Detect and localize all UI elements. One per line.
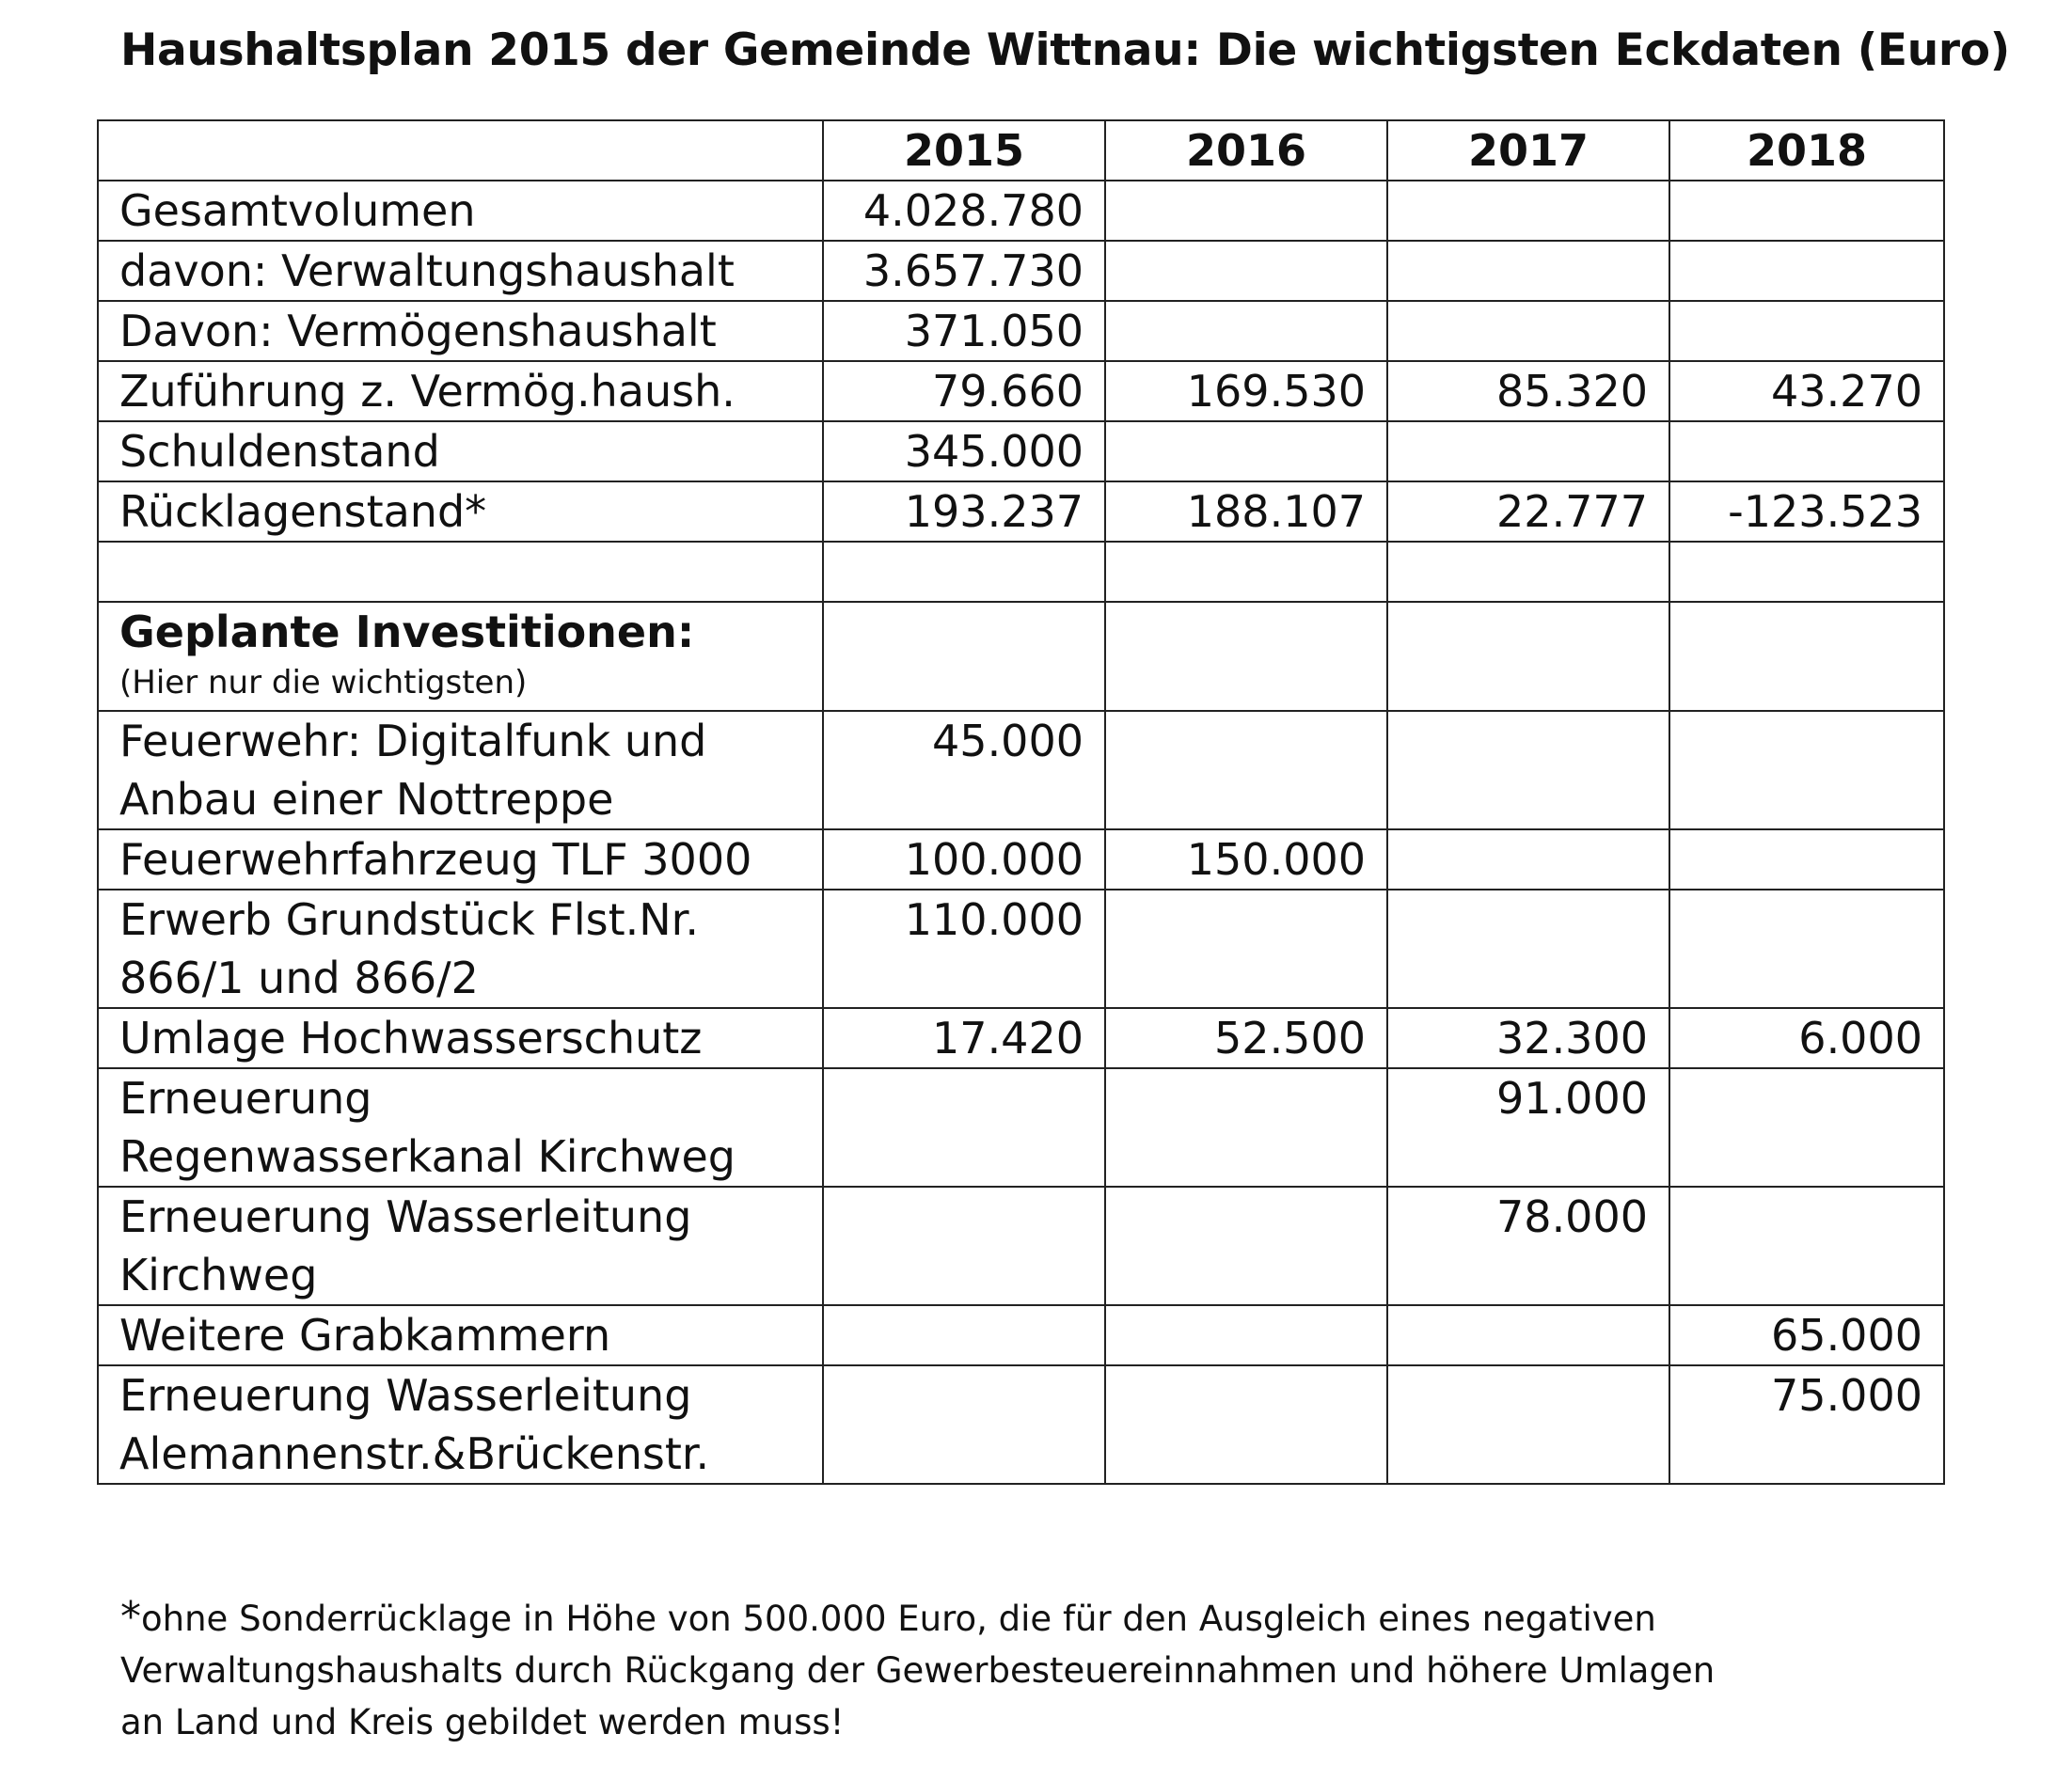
table-row-ruecklagenstand (98, 481, 1944, 542)
empty-cell (1387, 602, 1669, 711)
row-label (98, 1187, 823, 1305)
row-label: Gesamtvolumen (98, 181, 823, 241)
row-label-line: Feuerwehrfahrzeug TLF 3000 (119, 834, 752, 885)
value-2017 (1387, 829, 1669, 890)
table-row-verwaltungshaushalt (98, 241, 1944, 301)
table-row-investment (98, 1305, 1944, 1365)
table-row-spacer (98, 542, 1944, 602)
empty-cell (98, 542, 823, 602)
section-heading-cell (98, 602, 823, 711)
value-2016 (1105, 1068, 1387, 1187)
section-heading: Geplante Investitionen: (119, 607, 695, 657)
table-row-investment (98, 1365, 1944, 1484)
row-label-line: Weitere Grabkammern (119, 1310, 611, 1361)
footnote-line: Verwaltungshaushalts durch Rückgang der Gewerbesteuereinnahmen und höhere Umlagen (120, 1650, 1716, 1691)
value-2018: -123.523 (1669, 481, 1944, 542)
row-label: davon: Verwaltungshaushalt (98, 241, 823, 301)
row-label (98, 1305, 823, 1365)
footnote-text: ohne Sonderrücklage in Höhe von 500.000 Euro, die für den Ausgleich eines negativen (141, 1599, 1656, 1639)
value-2018 (1669, 890, 1944, 1008)
row-label: Zuführung z. Vermög.haush. (98, 361, 823, 421)
empty-cell (1387, 542, 1669, 602)
value-2017: 91.000 (1387, 1068, 1669, 1187)
row-label (98, 1365, 823, 1484)
value-2016: 169.530 (1105, 361, 1387, 421)
value-2018 (1669, 1068, 1944, 1187)
table-row-investment (98, 1068, 1944, 1187)
value-2018: 6.000 (1669, 1008, 1944, 1068)
table-header-row (98, 120, 1944, 181)
row-label-line: Kirchweg (119, 1250, 318, 1300)
value-2017 (1387, 241, 1669, 301)
value-2016: 188.107 (1105, 481, 1387, 542)
value-2016 (1105, 181, 1387, 241)
header-cell-2016: 2016 (1105, 120, 1387, 181)
row-label-line: Erneuerung Wasserleitung (119, 1370, 692, 1421)
value-2016 (1105, 711, 1387, 829)
table-row-gesamtvolumen (98, 181, 1944, 241)
row-label (98, 1068, 823, 1187)
value-2016 (1105, 241, 1387, 301)
table-row-investment (98, 890, 1944, 1008)
row-label-line: 866/1 und 866/2 (119, 953, 479, 1003)
value-2016 (1105, 1187, 1387, 1305)
empty-cell (1669, 542, 1944, 602)
value-2017 (1387, 421, 1669, 481)
value-2017: 78.000 (1387, 1187, 1669, 1305)
value-2016 (1105, 890, 1387, 1008)
empty-cell (1669, 602, 1944, 711)
value-2017 (1387, 890, 1669, 1008)
value-2015 (823, 1365, 1105, 1484)
value-2017 (1387, 301, 1669, 361)
value-2017: 85.320 (1387, 361, 1669, 421)
value-2015: 110.000 (823, 890, 1105, 1008)
row-label-line: Umlage Hochwasserschutz (119, 1013, 703, 1064)
value-2018 (1669, 421, 1944, 481)
empty-cell (1105, 542, 1387, 602)
value-2017: 32.300 (1387, 1008, 1669, 1068)
table-row-investment (98, 1008, 1944, 1068)
value-2016 (1105, 1305, 1387, 1365)
value-2018: 43.270 (1669, 361, 1944, 421)
row-label: Schuldenstand (98, 421, 823, 481)
row-label: Rücklagenstand* (98, 481, 823, 542)
value-2015: 3.657.730 (823, 241, 1105, 301)
value-2016: 150.000 (1105, 829, 1387, 890)
value-2018: 65.000 (1669, 1305, 1944, 1365)
value-2015: 79.660 (823, 361, 1105, 421)
value-2015 (823, 1068, 1105, 1187)
value-2017 (1387, 711, 1669, 829)
value-2015 (823, 1305, 1105, 1365)
table-row-investment (98, 711, 1944, 829)
row-label-line: Regenwasserkanal Kirchweg (119, 1131, 735, 1182)
row-label (98, 829, 823, 890)
value-2015: 17.420 (823, 1008, 1105, 1068)
footnote-star: * (120, 1593, 141, 1641)
header-cell-2017: 2017 (1387, 120, 1669, 181)
header-cell-2018: 2018 (1669, 120, 1944, 181)
header-cell-2015: 2015 (823, 120, 1105, 181)
value-2015: 193.237 (823, 481, 1105, 542)
value-2015: 100.000 (823, 829, 1105, 890)
value-2018: 75.000 (1669, 1365, 1944, 1484)
value-2015: 345.000 (823, 421, 1105, 481)
budget-table (97, 119, 1945, 1485)
value-2016 (1105, 1365, 1387, 1484)
table-row-section-heading (98, 602, 1944, 711)
row-label-line: Erneuerung (119, 1073, 372, 1124)
row-label: Davon: Vermögenshaushalt (98, 301, 823, 361)
value-2018 (1669, 711, 1944, 829)
table-row-schuldenstand (98, 421, 1944, 481)
value-2015: 45.000 (823, 711, 1105, 829)
value-2015 (823, 1187, 1105, 1305)
row-label-line: Erwerb Grundstück Flst.Nr. (119, 894, 699, 945)
value-2017 (1387, 1305, 1669, 1365)
row-label (98, 711, 823, 829)
value-2018 (1669, 829, 1944, 890)
table-row-zufuehrung (98, 361, 1944, 421)
row-label-line: Alemannenstr.&Brückenstr. (119, 1428, 710, 1479)
empty-cell (823, 542, 1105, 602)
value-2016: 52.500 (1105, 1008, 1387, 1068)
table-row-investment (98, 829, 1944, 890)
empty-cell (1105, 602, 1387, 711)
row-label-line: Feuerwehr: Digitalfunk und (119, 716, 707, 766)
value-2016 (1105, 421, 1387, 481)
value-2018 (1669, 241, 1944, 301)
section-subheading: (Hier nur die wichtigsten) (119, 664, 528, 701)
empty-cell (823, 602, 1105, 711)
value-2018 (1669, 301, 1944, 361)
page-title: Haushaltsplan 2015 der Gemeinde Wittnau: Die wichtigsten Eckdaten (Euro) (120, 24, 2010, 76)
row-label (98, 1008, 823, 1068)
row-label-line: Erneuerung Wasserleitung (119, 1191, 692, 1242)
value-2018 (1669, 181, 1944, 241)
value-2018 (1669, 1187, 1944, 1305)
footnote (120, 1591, 1964, 1748)
table-row-investment (98, 1187, 1944, 1305)
value-2016 (1105, 301, 1387, 361)
value-2017 (1387, 181, 1669, 241)
value-2015: 371.050 (823, 301, 1105, 361)
row-label-line: Anbau einer Nottreppe (119, 774, 614, 825)
row-label (98, 890, 823, 1008)
table-row-vermoegenshaushalt (98, 301, 1944, 361)
value-2017: 22.777 (1387, 481, 1669, 542)
value-2015: 4.028.780 (823, 181, 1105, 241)
value-2017 (1387, 1365, 1669, 1484)
header-cell-empty (98, 120, 823, 181)
footnote-line (120, 1591, 1964, 1645)
footnote-line: an Land und Kreis gebildet werden muss! (120, 1702, 845, 1742)
